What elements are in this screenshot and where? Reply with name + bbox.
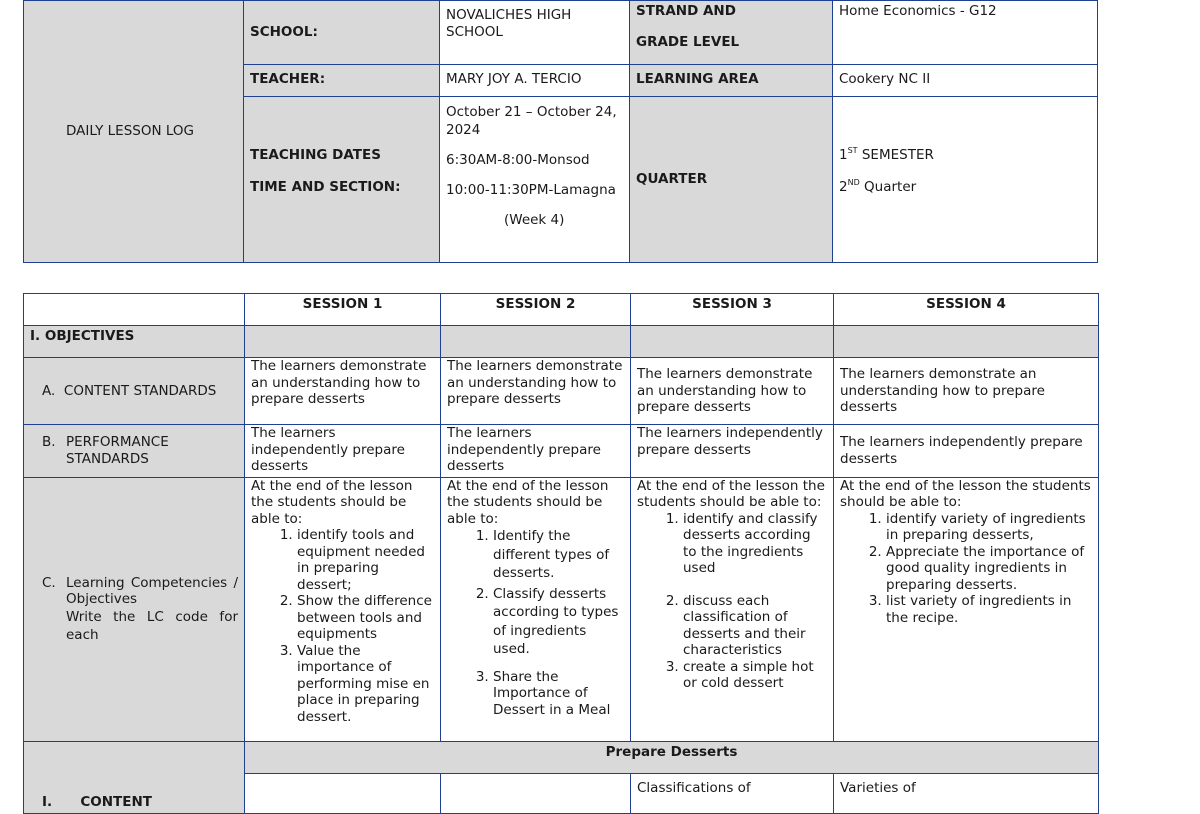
strand-value: Home Economics - G12	[833, 1, 1098, 65]
session-table	[23, 293, 1099, 814]
area-label: LEARNING AREA	[630, 65, 833, 97]
strand-label-line-1: STRAND AND	[636, 3, 736, 19]
content-standards-label	[24, 358, 245, 425]
performance-standard-s1: The learners independently prepare desserts	[245, 425, 441, 478]
time-value-1: 6:30AM-8:00-Monsod	[446, 152, 590, 168]
performance-standard-s4: The learners independently prepare desserts	[834, 425, 1099, 478]
competency-item: 1. identify and classify desserts according to the ingredients used	[683, 511, 827, 577]
content-standard-s1: The learners demonstrate an understanding how to prepare desserts	[245, 358, 441, 425]
week-label: (Week 4)	[504, 212, 565, 228]
content-label: I. CONTENT	[42, 794, 152, 810]
semester-text: SEMESTER	[857, 147, 934, 163]
teacher-value: MARY JOY A. TERCIO	[440, 65, 630, 97]
content-label-cell	[24, 741, 245, 813]
quarter-number: 2	[839, 178, 848, 195]
content-s2	[441, 773, 631, 813]
strand-label-line-2: GRADE LEVEL	[636, 34, 740, 50]
semester-number: 1	[839, 147, 848, 163]
competency-item: 2. Appreciate the importance of good quality ingredients in preparing desserts.	[886, 544, 1092, 594]
content-banner: Prepare Desserts	[245, 741, 1099, 773]
session-1-header: SESSION 1	[245, 294, 441, 326]
competencies-s2-intro: At the end of the lesson the students should be able to:	[447, 477, 609, 527]
dates-value-cell	[440, 97, 630, 263]
objectives-cell-2	[441, 326, 631, 358]
content-standards-text: CONTENT STANDARDS	[63, 382, 217, 399]
competency-item: 1. Identify the different types of desserts.	[493, 527, 624, 583]
dates-label-cell	[244, 97, 440, 263]
competencies-s1-list	[251, 527, 434, 725]
competency-item: 3. list variety of ingredients in the recipe.	[886, 593, 1092, 626]
time-label: TIME AND SECTION:	[250, 178, 401, 195]
competencies-s4-intro: At the end of the lesson the students should be able to:	[840, 477, 1091, 510]
competencies-note: Write the LC code for each	[66, 608, 238, 643]
quarter-value	[839, 179, 1091, 196]
competency-item: 2. Show the difference between tools and equipments	[297, 593, 434, 643]
semester-cell	[833, 97, 1098, 263]
competencies-s4-list	[840, 511, 1092, 627]
corner-cell	[24, 294, 245, 326]
strand-label	[630, 1, 833, 65]
semester-suffix: ST	[847, 146, 858, 155]
quarter-text: Quarter	[859, 178, 917, 195]
content-s4: Varieties of	[834, 773, 1099, 813]
competency-item: 3. Share the Importance of Dessert in a Meal	[493, 669, 624, 719]
competencies-s2	[441, 477, 631, 741]
quarter-suffix: ND	[847, 177, 860, 187]
quarter-label: QUARTER	[630, 97, 833, 263]
competencies-text: Learning Competencies / Objectives	[66, 574, 238, 607]
dates-label: TEACHING DATES	[250, 147, 381, 163]
competencies-label	[24, 477, 245, 741]
competency-item: 2. Classify desserts according to types of ingredients used.	[493, 585, 624, 659]
session-4-header: SESSION 4	[834, 294, 1099, 326]
performance-standard-s2: The learners independently prepare desserts	[441, 425, 631, 478]
competency-item: 2. discuss each classification of desserts and their characteristics	[683, 593, 827, 659]
competency-item: 3. Value the importance of performing mise en place in preparing dessert.	[297, 643, 434, 726]
competencies-s3-intro: At the end of the lesson the students should be able to:	[637, 477, 825, 510]
content-standard-s3: The learners demonstrate an understanding how to prepare desserts	[631, 358, 834, 425]
competencies-s3-list	[637, 511, 827, 692]
teacher-label: TEACHER:	[244, 65, 440, 97]
competencies-s1	[245, 477, 441, 741]
competency-item: 1. identify tools and equipment needed in preparing dessert;	[297, 527, 434, 593]
competencies-num: C.	[42, 574, 56, 591]
dates-value: October 21 – October 24, 2024	[446, 104, 617, 138]
competencies-s4	[834, 477, 1099, 741]
session-3-header: SESSION 3	[631, 294, 834, 326]
content-s3: Classifications of	[631, 773, 834, 813]
competency-item: 3. create a simple hot or cold dessert	[683, 659, 827, 692]
header-table	[23, 0, 1098, 263]
page-title: DAILY LESSON LOG	[66, 123, 194, 140]
competencies-s3	[631, 477, 834, 741]
competency-item: 1. identify variety of ingredients in preparing desserts,	[886, 511, 1092, 544]
session-2-header: SESSION 2	[441, 294, 631, 326]
area-value: Cookery NC II	[833, 65, 1098, 97]
school-label: SCHOOL:	[244, 1, 440, 65]
objectives-cell-1	[245, 326, 441, 358]
title-cell	[24, 1, 244, 263]
content-standard-s2: The learners demonstrate an understanding how to prepare desserts	[441, 358, 631, 425]
school-value: NOVALICHES HIGH SCHOOL	[440, 1, 630, 65]
objectives-label: I. OBJECTIVES	[24, 326, 245, 358]
semester-value	[839, 147, 1091, 164]
content-standard-s4: The learners demonstrate an understanding how to prepare desserts	[834, 358, 1099, 425]
objectives-cell-3	[631, 326, 834, 358]
performance-standards-num: B.	[42, 434, 56, 451]
performance-standard-s3: The learners independently prepare desserts	[631, 425, 834, 478]
content-s1	[245, 773, 441, 813]
performance-standards-text: PERFORMANCE STANDARDS	[66, 434, 169, 467]
performance-standards-label	[24, 425, 245, 478]
competencies-s1-intro: At the end of the lesson the students should be able to:	[251, 477, 413, 527]
objectives-cell-4	[834, 326, 1099, 358]
content-standards-num: A.	[42, 382, 56, 399]
competencies-s2-list	[447, 527, 624, 718]
time-value-2: 10:00-11:30PM-Lamagna	[446, 182, 616, 198]
